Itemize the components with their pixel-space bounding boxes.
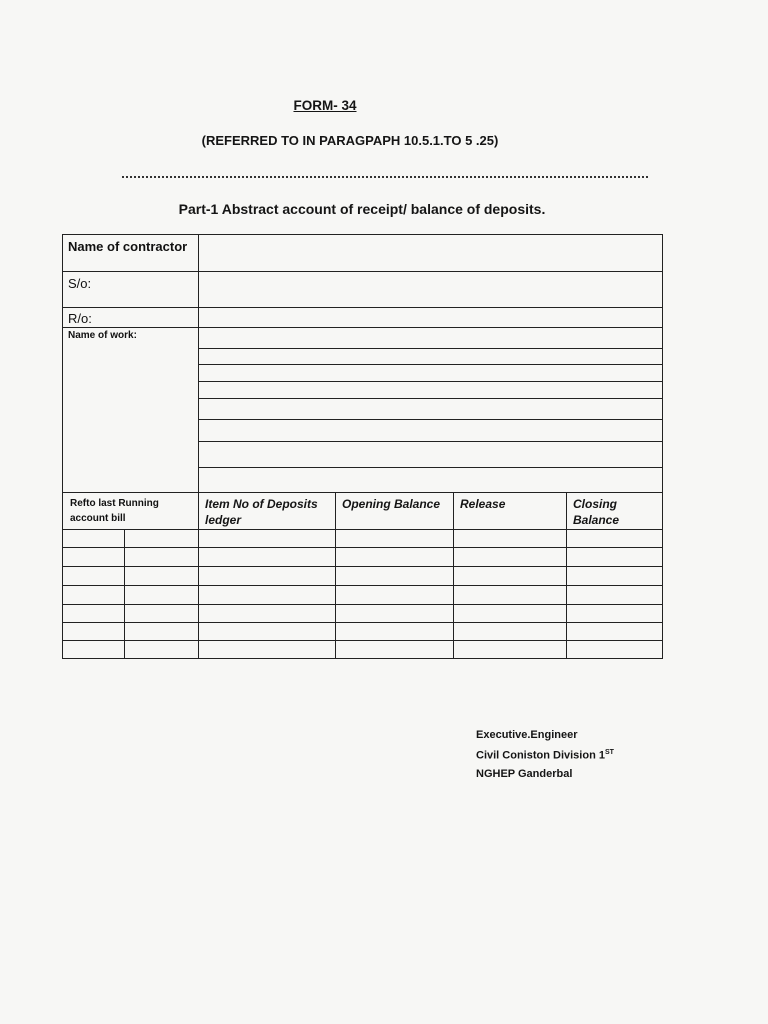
- r-o-label: R/o:: [68, 311, 92, 326]
- column-line: [335, 492, 336, 659]
- row-line: [198, 364, 663, 365]
- row-line: [198, 348, 663, 349]
- row-line: [198, 398, 663, 399]
- item-no-deposits-ledger-header: Item No of Deposits ledger: [205, 497, 318, 527]
- row-line: [198, 381, 663, 382]
- opening-balance-header: Opening Balance: [342, 497, 441, 511]
- row-line: [62, 271, 663, 272]
- row-line: [62, 529, 663, 530]
- row-line: [62, 492, 663, 493]
- division-suffix: ST: [604, 749, 614, 756]
- table-border-right: [662, 234, 663, 659]
- dotted-rule: [122, 176, 648, 178]
- row-line: [62, 307, 663, 308]
- row-line: [198, 441, 663, 442]
- part-title: Part-1 Abstract account of receipt/ balance of deposits.: [178, 201, 546, 217]
- s-o-label: S/o:: [68, 276, 92, 291]
- signatory-location: NGHEP Ganderbal: [476, 767, 573, 780]
- row-line: [62, 658, 663, 659]
- division-text: Civil Coniston Division 1: [476, 749, 605, 762]
- row-line: [62, 585, 663, 586]
- row-line: [62, 327, 663, 328]
- signatory-division: [476, 744, 614, 765]
- row-line: [198, 467, 663, 468]
- column-line: [124, 529, 125, 659]
- row-line: [62, 622, 663, 623]
- row-line: [62, 547, 663, 548]
- column-line: [453, 492, 454, 659]
- signatory-title: Executive.Engineer: [476, 729, 578, 741]
- name-of-work-label: Name of work:: [68, 330, 137, 341]
- row-line: [198, 419, 663, 420]
- column-line: [198, 234, 199, 659]
- row-line: [62, 604, 663, 605]
- row-line: [62, 566, 663, 567]
- closing-balance-header: Closing Balance: [573, 497, 620, 527]
- signature-block: [476, 726, 614, 783]
- release-header: Release: [460, 497, 506, 511]
- ref-running-bill-header: Refto last Running account bill: [70, 498, 159, 524]
- row-line: [62, 234, 663, 235]
- referred-paragraph: (REFERRED TO IN PARAGPAPH 10.5.1.TO 5 .25): [201, 133, 499, 148]
- name-of-contractor-label: Name of contractor: [68, 239, 188, 254]
- row-line: [62, 640, 663, 641]
- table-border-left: [62, 234, 63, 659]
- column-line: [566, 492, 567, 659]
- form-number: FORM- 34: [293, 98, 357, 113]
